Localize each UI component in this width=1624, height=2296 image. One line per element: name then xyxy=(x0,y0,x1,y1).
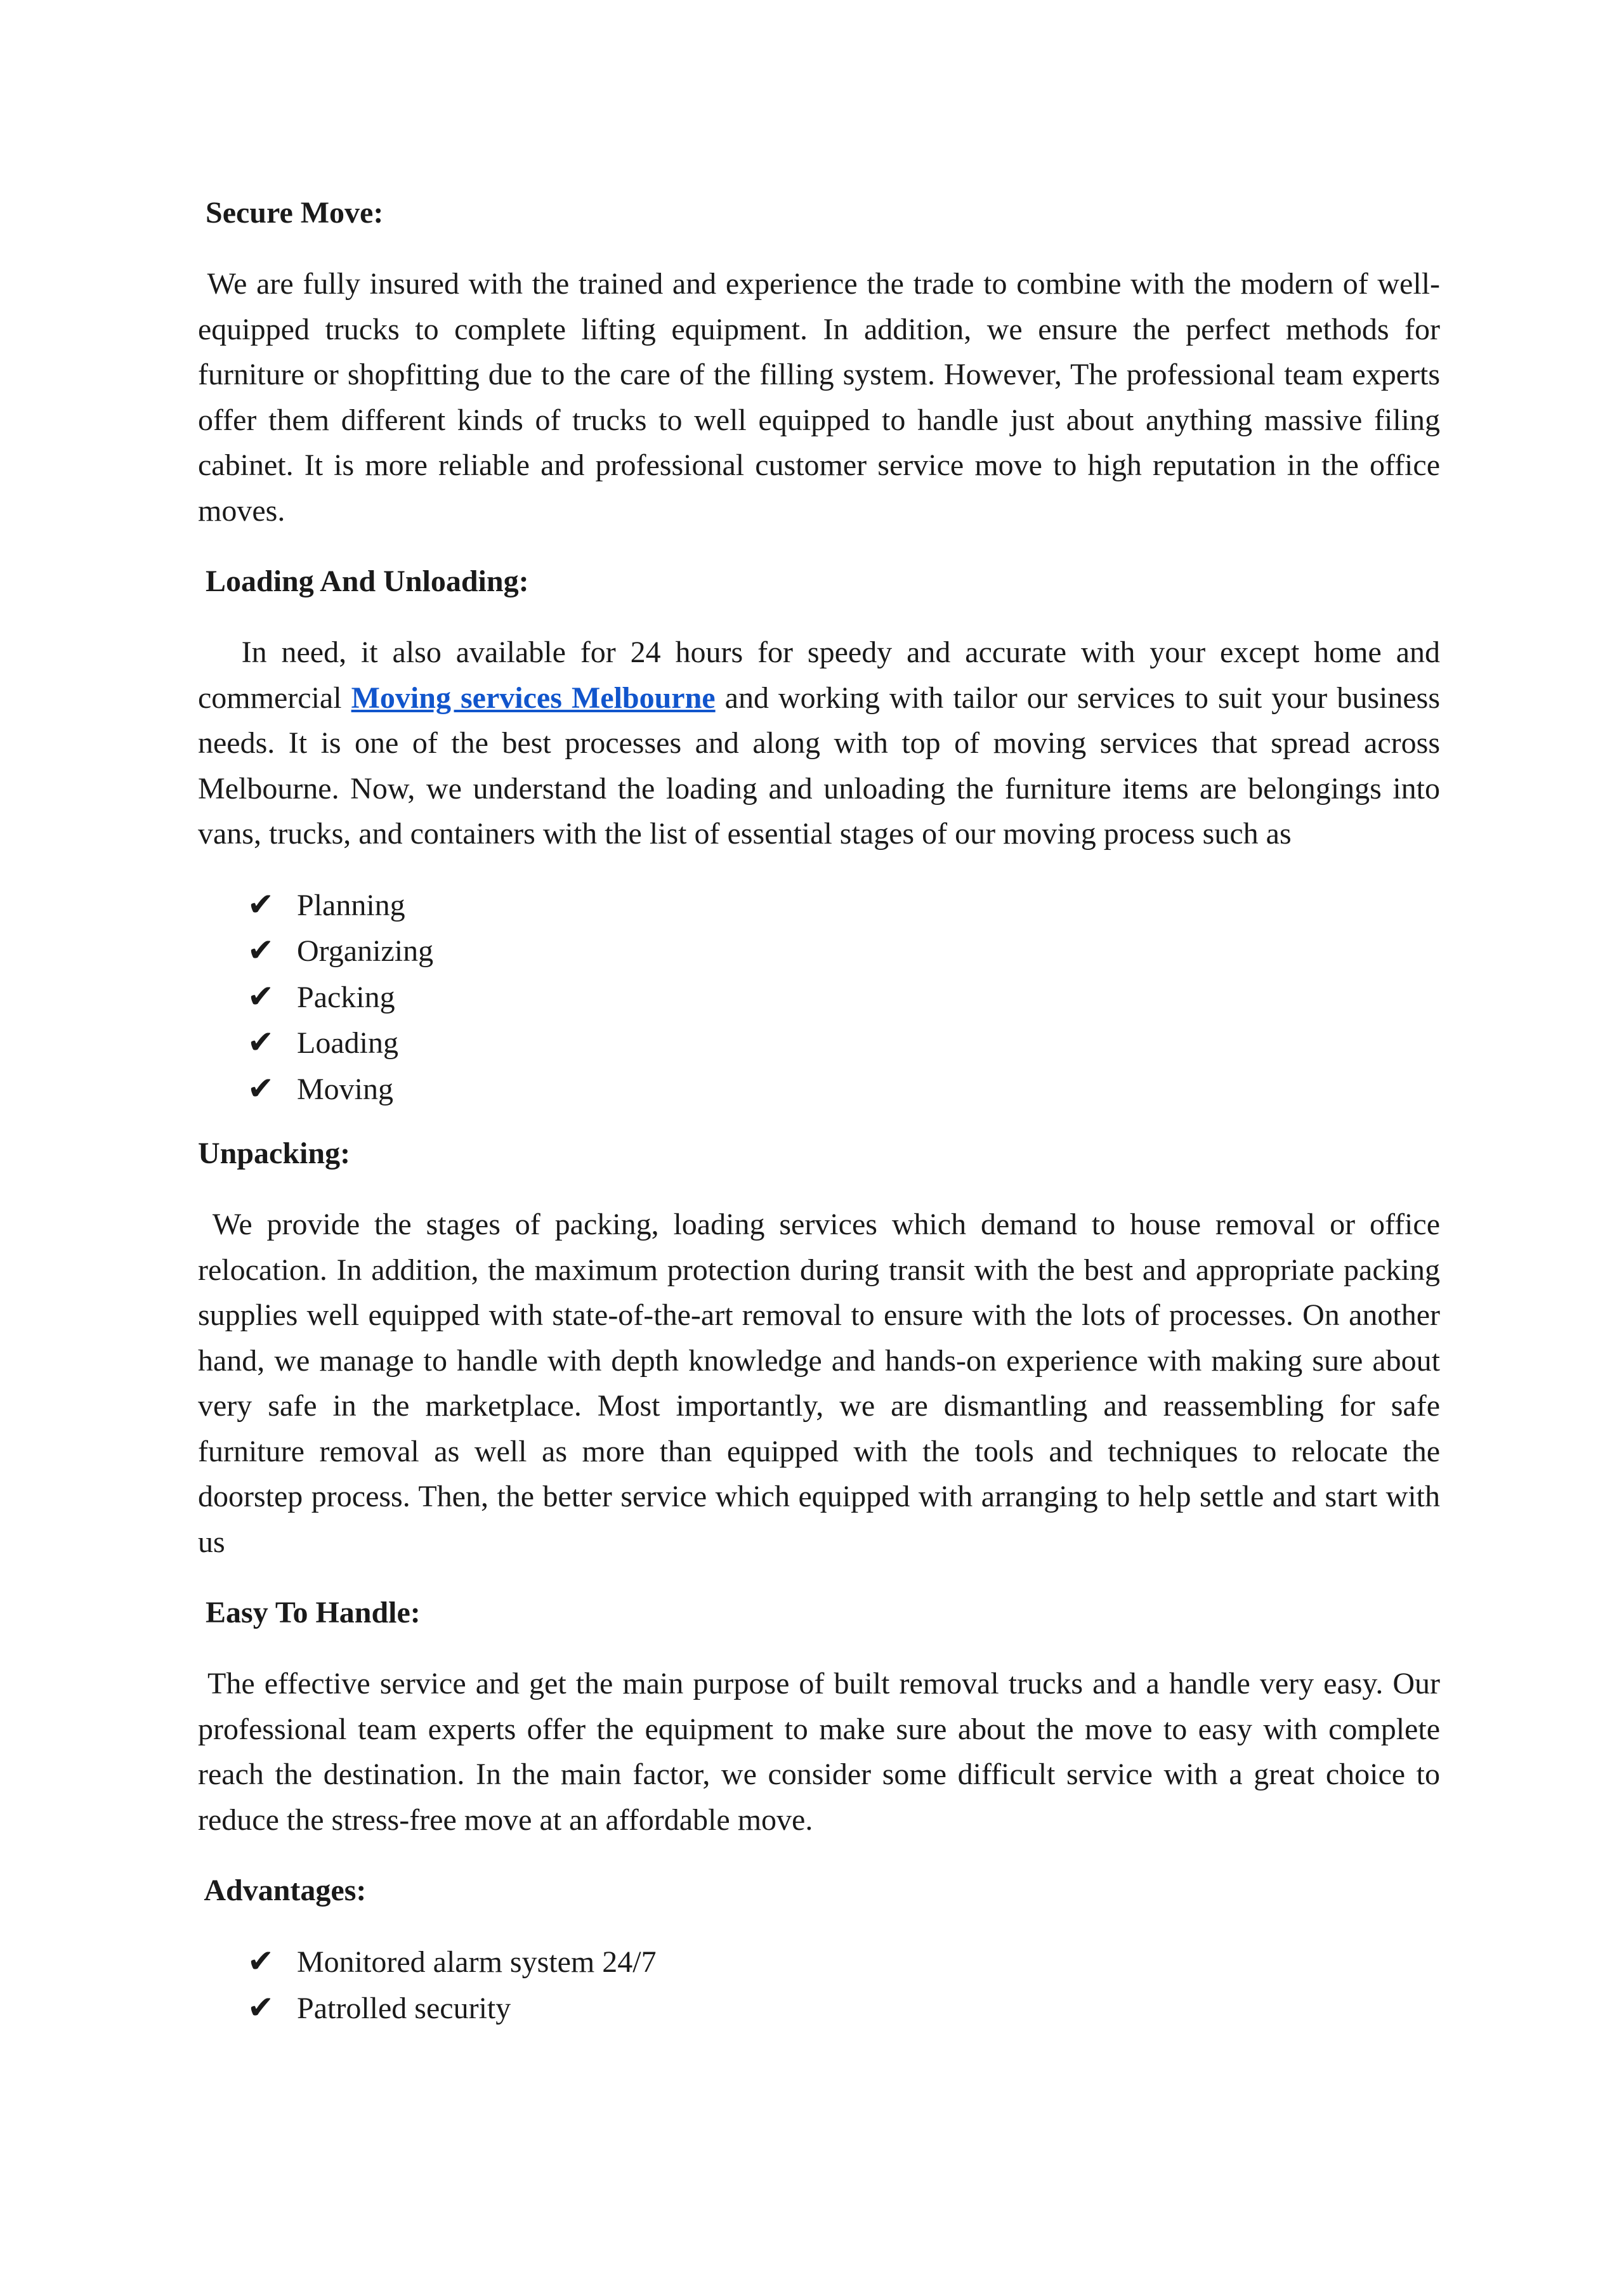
checkmark-icon: ✔ xyxy=(247,1988,274,2026)
para-loading-text-1: In need, it also available for 24 hours for speedy and accurate with your except home and commercial xyxy=(198,636,1448,715)
checkmark-icon: ✔ xyxy=(247,1069,274,1107)
list-item: ✔ Monitored alarm system 24/7 xyxy=(247,1939,1440,1985)
list-item: ✔ Organizing xyxy=(247,928,1440,974)
advantages-list xyxy=(198,1939,1440,2031)
heading-loading-unloading: Loading And Unloading: xyxy=(198,564,529,598)
list-item: ✔ Moving xyxy=(247,1066,1440,1112)
list-item: ✔ Planning xyxy=(247,882,1440,929)
heading-advantages: Advantages: xyxy=(198,1874,367,1907)
document-page xyxy=(198,190,1448,2031)
checkmark-icon: ✔ xyxy=(247,1024,274,1060)
para-secure-move: We are fully insured with the trained and experience the trade to combine with the modern of well-equipped trucks to complete lifting equipment. In addition, we ensure the perfect methods for furniture or shopfitting due to the care of the filling system. However, The professional team experts offer them different kinds of trucks to well equipped to handle just about anything massive filing cabinet. It is more reliable and professional customer service move to high reputation in the office moves. xyxy=(198,267,1448,528)
heading-unpacking: Unpacking: xyxy=(198,1137,351,1170)
checkmark-icon: ✔ xyxy=(247,885,274,923)
para-loading-unloading xyxy=(198,630,1448,857)
list-item: ✔ Packing xyxy=(247,974,1440,1021)
para-unpacking: We provide the stages of packing, loading services which demand to house removal or office relocation. In addition, the maximum protection during transit with the best and appropriate packing supplies well equipped with state-of-the-art removal to ensure with the lots of processes. On another hand, we manage to handle with depth knowledge and hands-on experience with making sure about very safe in the marketplace. Most importantly, we are dismantling and reassembling for safe furniture removal as well as more than equipped with the tools and techniques to relocate the doorstep process. Then, the better service which equipped with arranging to help settle and start with us xyxy=(198,1208,1448,1559)
para-loading-text-2: and working with tailor our services to suit your business needs. It is one of the best processes and along with top of moving services that spread across Melbourne. Now, we understand the loading and unloading the furniture items are belongings into vans, trucks, and containers with the list of essential stages of our moving process such as xyxy=(198,681,1448,851)
list-item: ✔ Loading xyxy=(247,1020,1440,1066)
checkmark-icon: ✔ xyxy=(247,1943,274,1980)
moving-services-melbourne-link[interactable]: Moving services Melbourne xyxy=(351,681,716,715)
para-easy-to-handle: The effective service and get the main purpose of built removal trucks and a handle very easy. Our professional team experts offer the equipment to make sure about the move to easy with complete reach the destination. In the main factor, we consider some difficult service with a great choice to reduce the stress-free move at an affordable move. xyxy=(198,1667,1448,1837)
moving-stages-list xyxy=(198,882,1440,1112)
heading-secure-move: Secure Move: xyxy=(198,196,384,230)
heading-easy-to-handle: Easy To Handle: xyxy=(198,1596,421,1629)
checkmark-icon: ✔ xyxy=(247,977,274,1015)
checkmark-icon: ✔ xyxy=(247,932,274,969)
list-item: ✔ Patrolled security xyxy=(247,1985,1440,2032)
